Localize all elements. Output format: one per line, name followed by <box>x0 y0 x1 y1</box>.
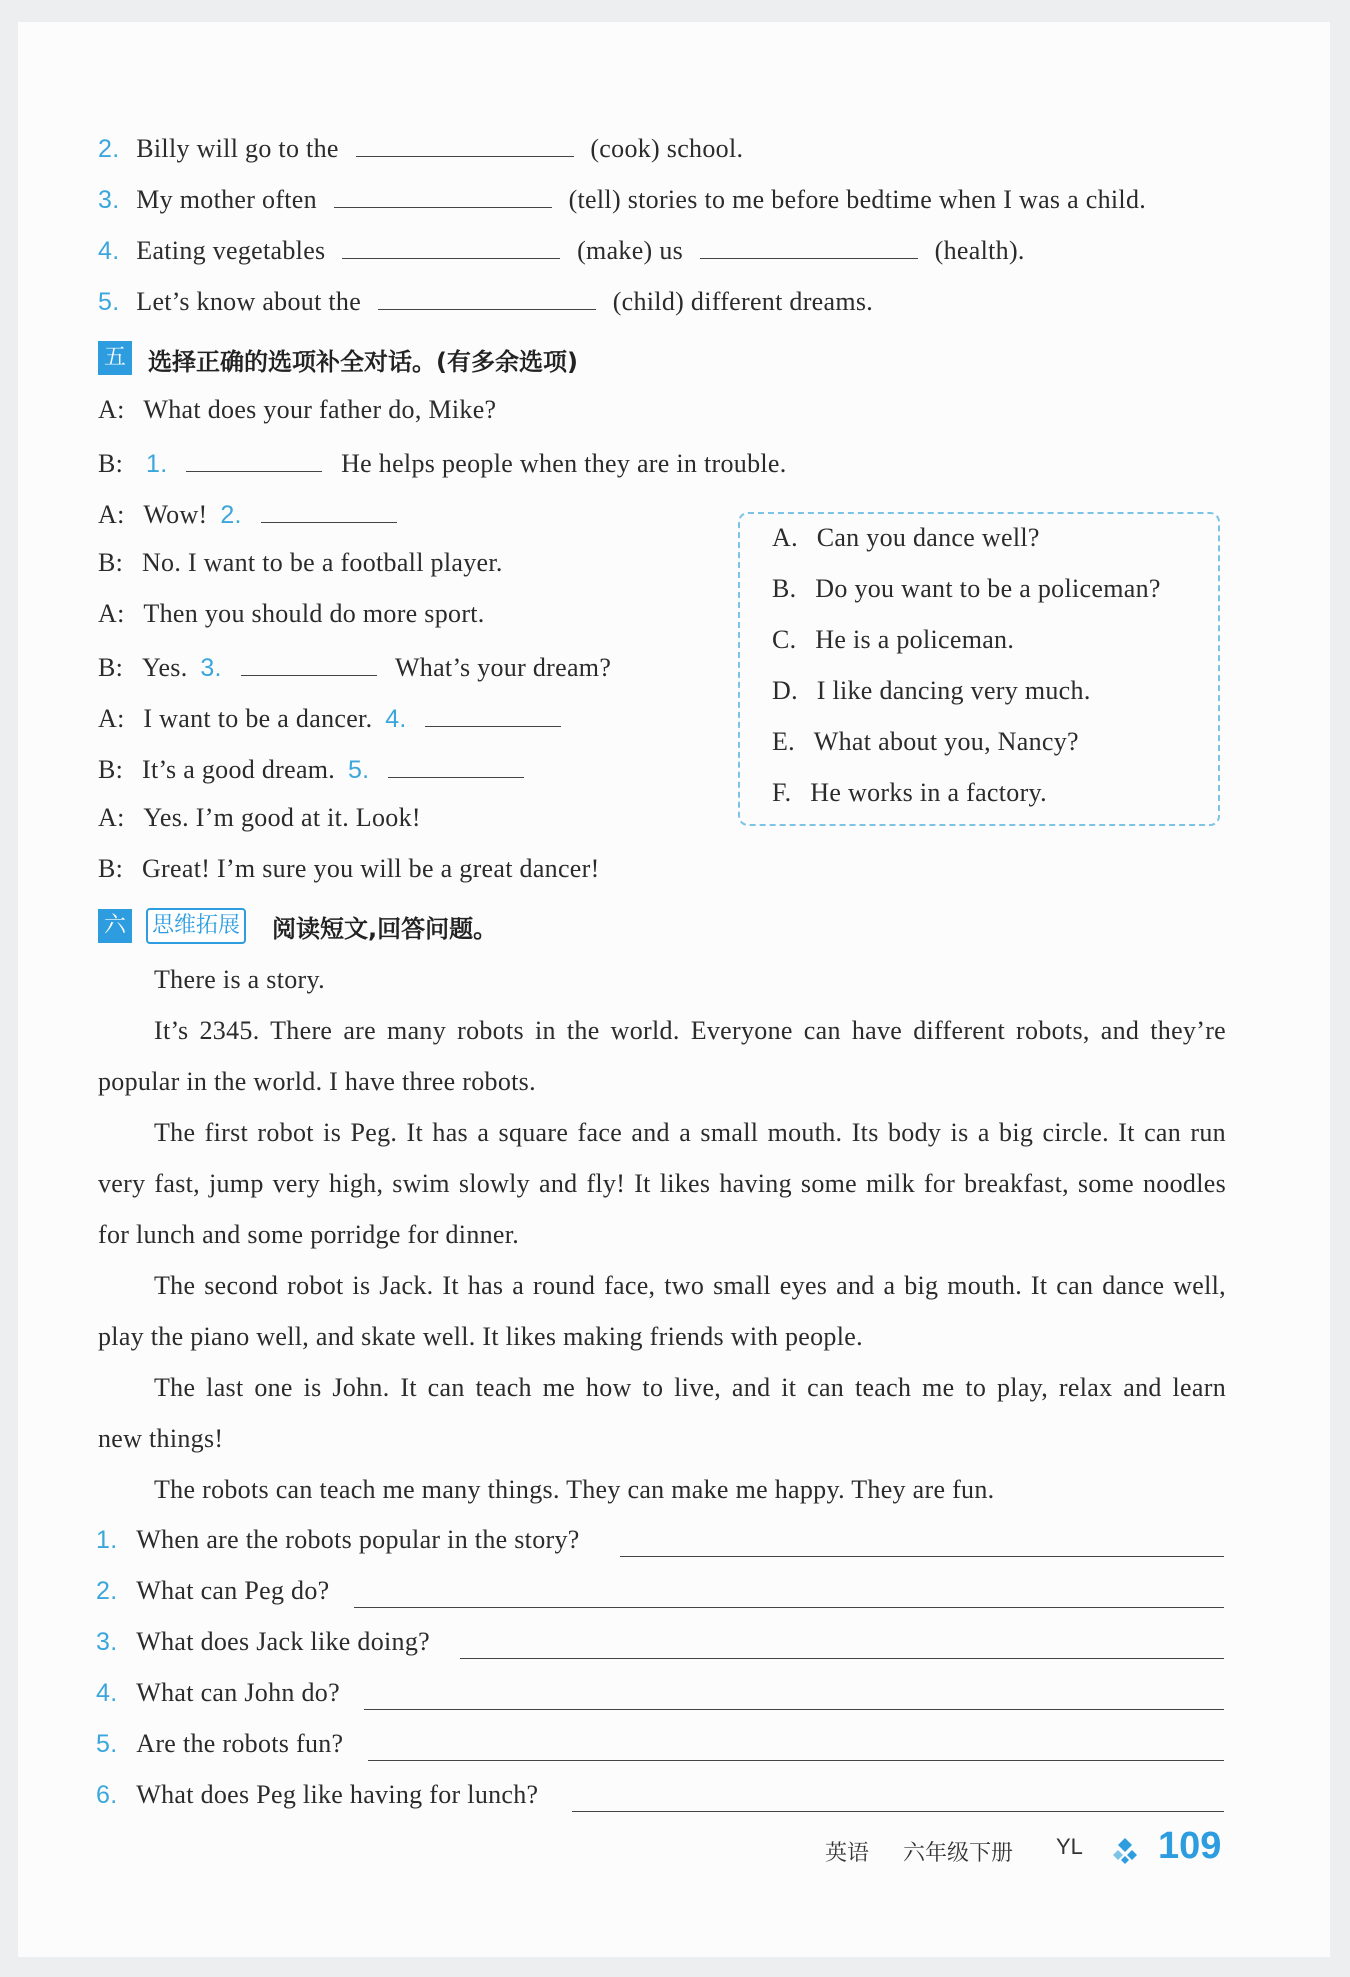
passage-line: for lunch and some porridge for dinner. <box>98 1220 520 1249</box>
speaker-label: A: <box>98 500 125 529</box>
item-text: (child) different dreams. <box>612 287 874 316</box>
answer-blank[interactable] <box>700 232 918 259</box>
answer-blank[interactable] <box>241 649 377 676</box>
question-number: 2. <box>96 1577 118 1605</box>
option-letter: D. <box>772 676 798 705</box>
item-text: Let’s know about the <box>136 287 362 316</box>
answer-blank[interactable] <box>342 232 560 259</box>
option-text: He is a policeman. <box>815 625 1015 654</box>
question-item <box>96 1524 580 1556</box>
question-item <box>96 1626 430 1658</box>
answer-blank[interactable] <box>378 283 596 310</box>
passage-line: The last one is John. It can teach me how to live, and it can teach me to play, relax and learn <box>154 1373 1226 1402</box>
answer-line[interactable] <box>460 1658 1224 1659</box>
dialogue-text: What does your father do, Mike? <box>143 395 497 424</box>
speaker-label: B: <box>98 755 124 784</box>
option-letter: C. <box>772 625 797 654</box>
passage-line: The robots can teach me many things. They can make me happy. They are fun. <box>154 1475 995 1504</box>
item-text: My mother often <box>136 185 317 214</box>
item-text: (tell) stories to me before bedtime when I was a child. <box>568 185 1147 214</box>
dialogue-line <box>98 802 421 834</box>
option-item <box>772 624 1014 656</box>
blank-number: 1. <box>145 450 168 478</box>
dialogue-line <box>98 853 600 885</box>
passage-line: The second robot is Jack. It has a round face, two small eyes and a big mouth. It can dance well, <box>154 1271 1226 1300</box>
passage-line: The first robot is Peg. It has a square face and a small mouth. Its body is a big circle. It can run <box>154 1118 1226 1147</box>
question-number: 3. <box>96 1628 118 1656</box>
footer-edition: YL <box>1056 1834 1083 1859</box>
option-letter: E. <box>772 727 795 756</box>
dialogue-line <box>98 496 397 531</box>
exercise-item <box>98 181 1146 216</box>
dialogue-line <box>98 751 524 786</box>
question-number: 4. <box>96 1679 118 1707</box>
option-letter: F. <box>772 778 792 807</box>
footer-subject: 英语 <box>825 1841 870 1866</box>
option-text: I like dancing very much. <box>816 676 1091 705</box>
item-number: 2. <box>98 135 120 163</box>
question-item <box>96 1728 343 1760</box>
exercise-item <box>98 130 743 165</box>
item-text: Eating vegetables <box>136 236 326 265</box>
question-text: What can John do? <box>136 1678 340 1707</box>
answer-line[interactable] <box>354 1607 1224 1608</box>
dialogue-line <box>98 649 611 684</box>
passage-line: There is a story. <box>154 965 325 994</box>
item-text: (cook) school. <box>590 134 744 163</box>
dialogue-line <box>98 700 561 735</box>
dialogue-text: I want to be a dancer. <box>143 704 373 733</box>
item-number: 5. <box>98 288 120 316</box>
question-text: What does Peg like having for lunch? <box>136 1780 539 1809</box>
dialogue-text: No. I want to be a football player. <box>141 548 503 577</box>
answer-blank[interactable] <box>388 751 524 778</box>
speaker-label: A: <box>98 803 125 832</box>
answer-line[interactable] <box>368 1760 1224 1761</box>
question-item <box>96 1575 330 1607</box>
speaker-label: A: <box>98 704 125 733</box>
answer-blank[interactable] <box>186 445 322 472</box>
blank-number: 4. <box>385 705 407 733</box>
speaker-label: B: <box>98 854 124 883</box>
passage-line: It’s 2345. There are many robots in the world. Everyone can have different robots, and they’re <box>154 1016 1226 1045</box>
option-item <box>772 726 1079 758</box>
dialogue-line <box>98 445 787 480</box>
answer-line[interactable] <box>620 1556 1224 1557</box>
item-text: (health). <box>934 236 1025 265</box>
option-text: Do you want to be a policeman? <box>815 574 1161 603</box>
answer-blank[interactable] <box>334 181 552 208</box>
diamond-icon <box>1110 1836 1140 1866</box>
passage-line: play the piano well, and skate well. It likes making friends with people. <box>98 1322 863 1351</box>
answer-line[interactable] <box>364 1709 1224 1710</box>
question-text: What does Jack like doing? <box>136 1627 430 1656</box>
option-item <box>772 675 1091 707</box>
speaker-label: B: <box>98 653 124 682</box>
question-text: What can Peg do? <box>136 1576 330 1605</box>
option-text: What about you, Nancy? <box>813 727 1079 756</box>
section-badge: 六 <box>98 909 132 943</box>
speaker-label: A: <box>98 395 125 424</box>
blank-number: 2. <box>220 501 242 529</box>
exercise-item <box>98 232 1025 267</box>
dialogue-text: He helps people when they are in trouble. <box>341 449 787 478</box>
answer-line[interactable] <box>572 1811 1224 1812</box>
item-text: (make) us <box>577 236 684 265</box>
speaker-label: B: <box>98 548 124 577</box>
passage-line: very fast, jump very high, swim slowly and fly! It likes having some milk for breakfast, some noodles <box>98 1169 1226 1198</box>
option-text: He works in a factory. <box>810 778 1047 807</box>
question-item <box>96 1779 538 1811</box>
passage-line: new things! <box>98 1424 224 1453</box>
blank-number: 5. <box>347 756 370 784</box>
exercise-item <box>98 283 873 318</box>
question-text: When are the robots popular in the story? <box>136 1525 580 1554</box>
speaker-label: B: <box>98 449 124 478</box>
dialogue-text: What’s your dream? <box>394 653 612 682</box>
option-text: Can you dance well? <box>816 523 1040 552</box>
dialogue-text: Great! I’m sure you will be a great dancer! <box>141 854 600 883</box>
speaker-label: A: <box>98 599 125 628</box>
thinking-tag: 思维拓展 <box>146 908 246 944</box>
item-text: Billy will go to the <box>136 134 339 163</box>
answer-blank[interactable] <box>356 130 574 157</box>
dialogue-text: It’s a good dream. <box>141 755 336 784</box>
option-item <box>772 777 1047 809</box>
question-number: 6. <box>96 1781 118 1809</box>
section-instruction: 阅读短文,回答问题。 <box>272 915 498 943</box>
dialogue-text: Yes. <box>141 653 188 682</box>
question-text: Are the robots fun? <box>136 1729 344 1758</box>
dialogue-text: Wow! <box>143 500 208 529</box>
item-number: 4. <box>98 237 120 265</box>
dialogue-text: Then you should do more sport. <box>143 599 485 628</box>
section-badge: 五 <box>98 341 132 375</box>
passage-line: popular in the world. I have three robots. <box>98 1067 536 1096</box>
answer-blank[interactable] <box>425 700 561 727</box>
option-letter: B. <box>772 574 797 603</box>
item-number: 3. <box>98 186 120 214</box>
blank-number: 3. <box>200 654 222 682</box>
dialogue-line <box>98 598 485 630</box>
page-number: 109 <box>1158 1825 1222 1867</box>
option-item <box>772 522 1040 554</box>
question-number: 5. <box>96 1730 118 1758</box>
dialogue-line <box>98 394 496 426</box>
question-item <box>96 1677 340 1709</box>
dialogue-line <box>98 547 503 579</box>
footer-grade: 六年级下册 <box>903 1841 1014 1866</box>
dialogue-text: Yes. I’m good at it. Look! <box>143 803 421 832</box>
question-number: 1. <box>96 1526 118 1554</box>
option-letter: A. <box>772 523 798 552</box>
answer-blank[interactable] <box>261 496 397 523</box>
section-instruction: 选择正确的选项补全对话。(有多余选项) <box>148 348 578 376</box>
option-item <box>772 573 1161 605</box>
